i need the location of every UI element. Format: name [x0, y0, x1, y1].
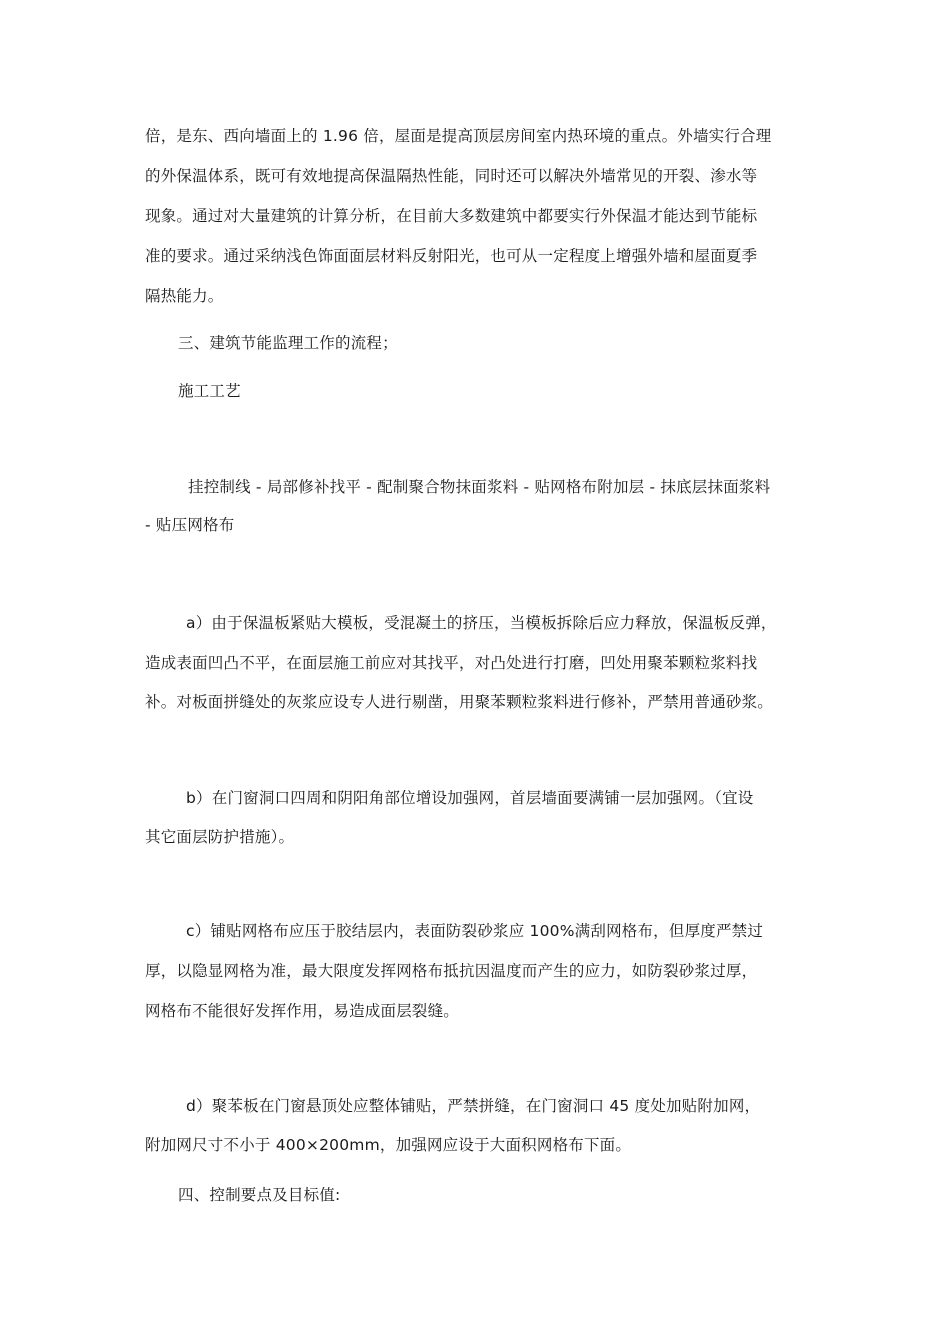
section-heading: 三、建筑节能监理工作的流程；	[178, 334, 398, 352]
paragraph-line: 准的要求。通过采纳浅色饰面面层材料反射阳光，也可从一定程度上增强外墙和屋面夏季	[145, 247, 758, 265]
item-b-line: b）在门窗洞口四周和阴阳角部位增设加强网，首层墙面要满铺一层加强网。（宜设	[186, 789, 754, 807]
paragraph-line: 现象。通过对大量建筑的计算分析，在目前大多数建筑中都要实行外保温才能达到节能标	[145, 207, 758, 225]
process-line: - 贴压网格布	[145, 516, 235, 534]
paragraph-line: 隔热能力。	[145, 287, 224, 305]
item-c-line: c）铺贴网格布应压于胶结层内，表面防裂砂浆应 100%满刮网格布，但厚度严禁过	[186, 922, 764, 940]
item-d-line: d）聚苯板在门窗悬顶处应整体铺贴，严禁拼缝，在门窗洞口 45 度处加贴附加网，	[186, 1097, 761, 1115]
item-a-line: 补。对板面拼缝处的灰浆应设专人进行剔凿，用聚苯颗粒浆料进行修补，严禁用普通砂浆。	[145, 693, 774, 711]
paragraph-line: 倍，是东、西向墙面上的 1.96 倍，屋面是提高顶层房间室内热环境的重点。外墙实行合理	[145, 127, 772, 145]
item-a-line: a）由于保温板紧贴大模板，受混凝土的挤压，当模板拆除后应力释放，保温板反弹，	[186, 614, 777, 632]
subheading: 施工工艺	[178, 382, 241, 400]
item-c-line: 厚，以隐显网格为准，最大限度发挥网格布抵抗因温度而产生的应力，如防裂砂浆过厚，	[145, 962, 758, 980]
section-heading: 四、控制要点及目标值:	[178, 1186, 341, 1204]
item-a-line: 造成表面凹凸不平，在面层施工前应对其找平，对凸处进行打磨，凹处用聚苯颗粒浆料找	[145, 654, 758, 672]
process-line: 挂控制线 - 局部修补找平 - 配制聚合物抹面浆料 - 贴网格布附加层 - 抹底层抹面浆料	[188, 478, 771, 496]
item-c-line: 网格布不能很好发挥作用，易造成面层裂缝。	[145, 1002, 460, 1020]
item-d-line: 附加网尺寸不小于 400×200mm，加强网应设于大面积网格布下面。	[145, 1136, 632, 1154]
paragraph-line: 的外保温体系，既可有效地提高保温隔热性能，同时还可以解决外墙常见的开裂、渗水等	[145, 167, 758, 185]
item-b-line: 其它面层防护措施）。	[145, 828, 295, 846]
